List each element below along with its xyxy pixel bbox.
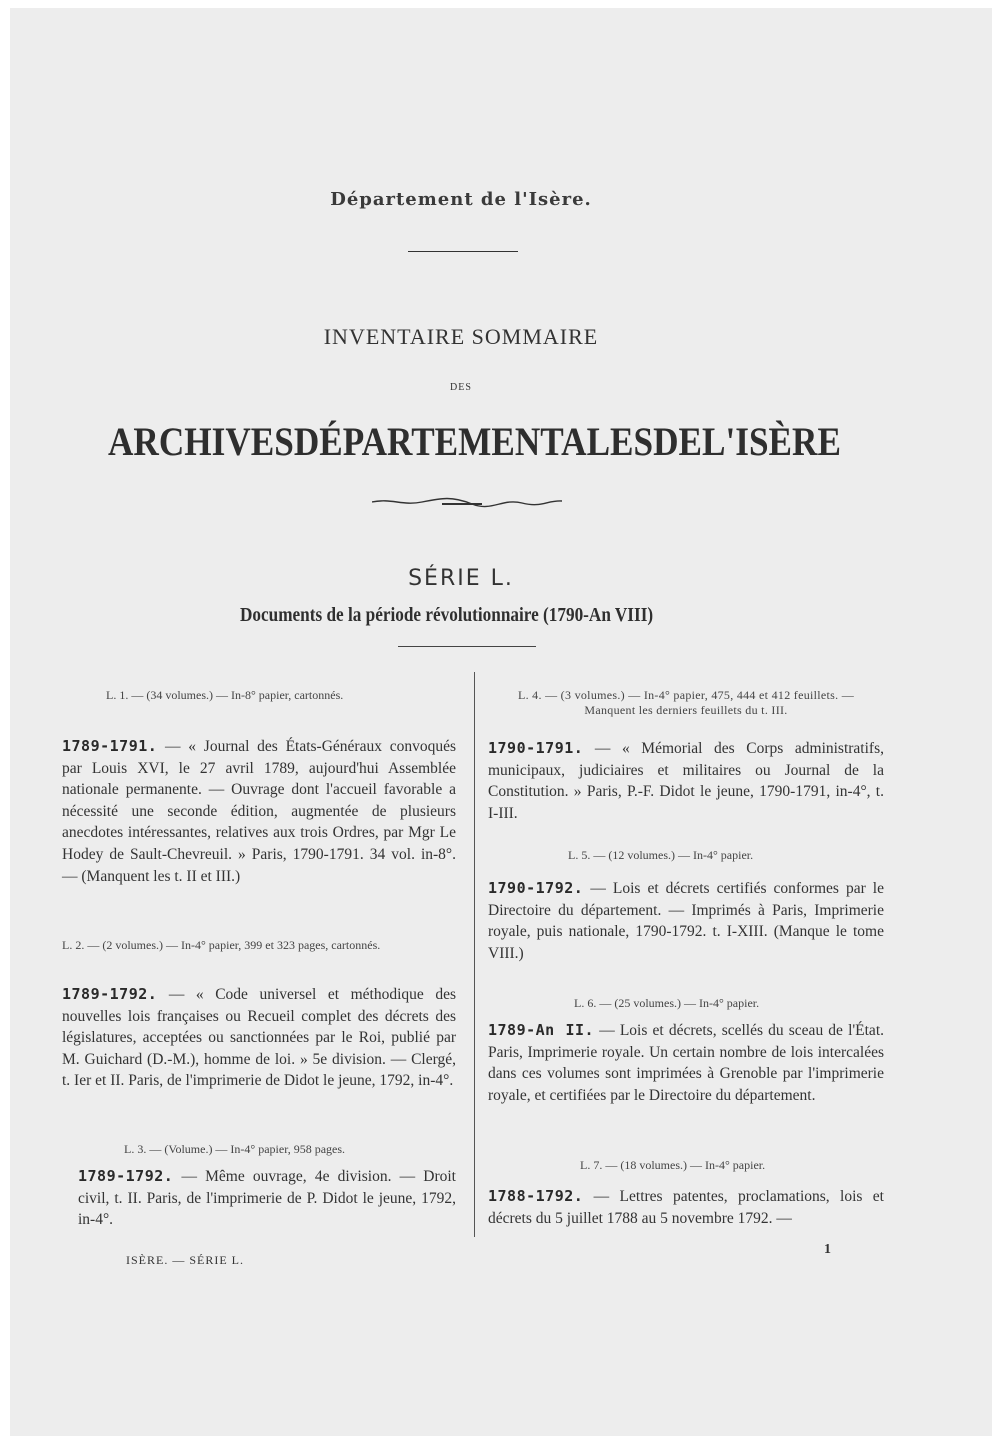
entry-text: — Lois et décrets, scellés du sceau de l'État. Paris, Imprimerie royale. Un certain nombre de lois intercalées dans ces volumes sont imprimées à Grenoble par l'imprimerie royale, et certifiées par le Directoire du département. [488,1022,884,1104]
entry-body [62,984,456,1092]
entry-date: 1789-1792. [78,1167,174,1185]
entry-heading: L. 7. — (18 volumes.) — In-4° papier. [580,1158,766,1172]
entry-heading: L. 2. — (2 volumes.) — In-4° papier, 399 et 323 pages, cartonnés. [62,938,381,952]
entry-text: — « Code universel et méthodique des nouvelles lois françaises ou Recueil complet des décrets des législatures, acceptées ou sanctionnées par le Roi, publié par M. Guichard (D.-M.), homme de loi. » 5e division. — Clergé, t. Ier et II. Paris, de l'imprimerie de Didot le jeune, 1792, in-4°. [62,986,456,1090]
archives-word-4: L'ISÈRE [702,419,841,464]
entry-date: 1789-1791. [62,737,158,755]
department-heading: Département de l'Isère. [330,189,592,210]
subtitle-rule [398,646,536,647]
entry-body [488,878,884,964]
archives-word-1: ARCHIVES [108,419,294,464]
entry-body [62,736,456,887]
entry-body [488,738,884,824]
entry-date: 1790-1791. [488,739,584,757]
entry-date: 1788-1792. [488,1187,584,1205]
entry-heading: L. 1. — (34 volumes.) — In-8° papier, cartonnés. [106,688,344,702]
entry-heading: L. 3. — (Volume.) — In-4° papier, 958 pages. [124,1142,346,1156]
archives-title [108,418,841,465]
entry-text: — « Journal des États-Généraux convoqués par Louis XVI, le 27 avril 1789, aujourd'hui Assemblée nationale permanente. — Ouvrage dont l'accueil favorable a nécessité une seconde édition, augmentée de plusieurs anecdotes intéressantes, relatives aux trois Ordres, par Mgr Le Hodey de Sault-Chevreuil. » Paris, 1790-1791. 34 vol. in-8°. — (Manquent les t. II et III.) [62,738,456,885]
serie-heading: SÉRIE L. [408,566,514,591]
entry-date: 1789-An II. [488,1021,595,1039]
entry-heading: L. 5. — (12 volumes.) — In-4° papier. [568,848,754,862]
entry-heading: L. 4. — (3 volumes.) — In-4° papier, 475, 444 et 412 feuillets. — Manquent les derniers feuillets du t. III. [517,688,855,717]
entry-heading: L. 6. — (25 volumes.) — In-4° papier. [574,996,760,1010]
entry-body [62,1166,456,1231]
short-rule [408,251,518,252]
archives-word-2: DÉPARTEMENTALES [293,419,654,464]
entry-date: 1789-1792. [62,985,158,1003]
entry-text: — Lettres patentes, proclamations, lois et décrets du 5 juillet 1788 au 5 novembre 1792. — [488,1188,884,1227]
ornamental-swash [372,494,562,510]
running-title: ISÈRE. — SÉRIE L. [126,1253,244,1267]
inventory-title: INVENTAIRE SOMMAIRE [323,324,599,349]
entry-text: — « Mémorial des Corps administratifs, municipaux, judiciaires et militaires ou Journal de la Constitution. » Paris, P.-F. Didot le jeune, 1790-1791, in-4°, t. I-III. [488,740,884,822]
serie-subtitle: Documents de la période révolutionnaire (1790-An VIII) [240,604,654,626]
entry-date: 1790-1792. [488,879,584,897]
column-divider [474,672,475,1237]
entry-body [488,1186,884,1229]
archives-word-3: DE [653,419,703,464]
page-number: 1 [824,1242,831,1257]
entry-text: — Même ouvrage, 4e division. — Droit civil, t. II. Paris, de l'imprimerie de P. Didot le jeune, 1792, in-4°. [78,1168,456,1229]
entry-body [488,1020,884,1106]
entry-text: — Lois et décrets certifiés conformes par le Directoire du département. — Imprimés à Paris, Imprimerie royale, puis nationale, 1790-1792. t. I-XIII. (Manque le tome VIII.) [488,880,884,962]
des-label: DES [450,382,472,393]
